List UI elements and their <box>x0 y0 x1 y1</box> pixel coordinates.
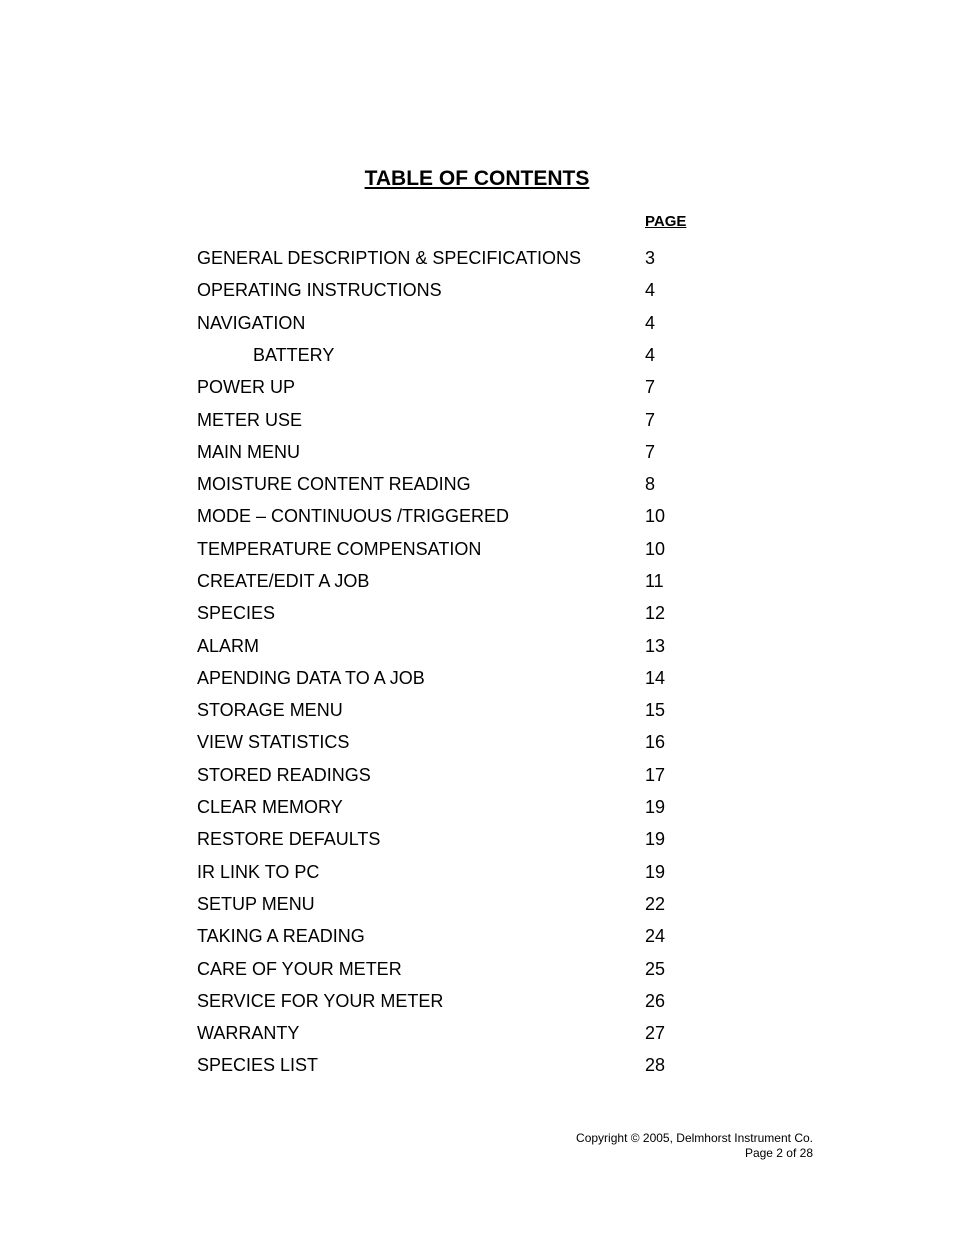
toc-entry <box>0 924 954 948</box>
toc-entry-page: 11 <box>645 571 664 591</box>
copyright-notice: Copyright © 2005, Delmhorst Instrument Co. <box>576 1131 813 1145</box>
toc-entry-title: SPECIES <box>197 603 276 623</box>
toc-entry-page: 4 <box>645 280 656 300</box>
toc-entry <box>0 763 954 787</box>
toc-entry-page: 10 <box>645 539 666 559</box>
toc-entry <box>0 892 954 916</box>
toc-entry <box>0 634 954 658</box>
toc-entry-page: 24 <box>645 926 666 946</box>
toc-entry-title: OPERATING INSTRUCTIONS <box>197 280 442 300</box>
toc-entry-page: 12 <box>645 603 666 623</box>
toc-entry-page: 15 <box>645 700 666 720</box>
toc-entry <box>0 989 954 1013</box>
page-title: TABLE OF CONTENTS <box>364 167 590 190</box>
toc-entry <box>0 537 954 561</box>
toc-entry <box>0 601 954 625</box>
toc-entry-page: 4 <box>645 313 656 333</box>
toc-entry <box>0 1021 954 1045</box>
toc-entry-title: SERVICE FOR YOUR METER <box>197 991 444 1011</box>
toc-entry-title: SETUP MENU <box>197 894 315 914</box>
toc-entry <box>0 343 954 367</box>
toc-entry-title: CARE OF YOUR METER <box>197 959 402 979</box>
toc-entry <box>0 440 954 464</box>
toc-entry-page: 7 <box>645 442 656 462</box>
toc-entry <box>0 504 954 528</box>
toc-entry-page: 4 <box>645 345 656 365</box>
toc-entry <box>0 795 954 819</box>
toc-entry-title: STORED READINGS <box>197 765 371 785</box>
toc-entry <box>0 246 954 270</box>
toc-entry-page: 22 <box>645 894 666 914</box>
toc-entry <box>0 311 954 335</box>
toc-entry-title: MAIN MENU <box>197 442 300 462</box>
toc-entry <box>0 957 954 981</box>
toc-entry-title: CLEAR MEMORY <box>197 797 343 817</box>
toc-entry-title: TAKING A READING <box>197 926 365 946</box>
toc-entry-title: ALARM <box>197 636 260 656</box>
toc-entry-page: 28 <box>645 1055 666 1075</box>
toc-entry-page: 26 <box>645 991 666 1011</box>
toc-entry-page: 27 <box>645 1023 666 1043</box>
toc-entry-title: MOISTURE CONTENT READING <box>197 474 471 494</box>
toc-entry-title: GENERAL DESCRIPTION & SPECIFICATIONS <box>197 248 582 268</box>
toc-entry-title: STORAGE MENU <box>197 700 343 720</box>
toc-entry-page: 10 <box>645 506 666 526</box>
toc-entry-title: BATTERY <box>253 345 335 365</box>
toc-entry <box>0 730 954 754</box>
page-column-header: PAGE <box>645 213 687 230</box>
toc-entry <box>0 569 954 593</box>
toc-entry <box>0 375 954 399</box>
toc-entry-title: WARRANTY <box>197 1023 300 1043</box>
toc-entry-title: IR LINK TO PC <box>197 862 320 882</box>
toc-entry-title: POWER UP <box>197 377 296 397</box>
toc-entry-page: 19 <box>645 862 666 882</box>
toc-entry-title: TEMPERATURE COMPENSATION <box>197 539 482 559</box>
toc-entry-title: METER USE <box>197 410 303 430</box>
footer <box>576 1131 813 1161</box>
toc-entry-page: 25 <box>645 959 666 979</box>
toc-entry-title: APENDING DATA TO A JOB <box>197 668 425 688</box>
toc-entry <box>0 827 954 851</box>
toc-entry <box>0 472 954 496</box>
toc-entry-page: 17 <box>645 765 666 785</box>
toc-entry <box>0 666 954 690</box>
toc-entry <box>0 408 954 432</box>
toc-entry-page: 13 <box>645 636 666 656</box>
toc-entry-page: 7 <box>645 377 656 397</box>
toc-entry-title: MODE – CONTINUOUS /TRIGGERED <box>197 506 510 526</box>
toc-entry <box>0 278 954 302</box>
toc-entry-title: CREATE/EDIT A JOB <box>197 571 370 591</box>
toc-entry-page: 16 <box>645 732 666 752</box>
toc-entry-title: VIEW STATISTICS <box>197 732 350 752</box>
toc-entry-title: SPECIES LIST <box>197 1055 319 1075</box>
toc-entry-page: 19 <box>645 797 666 817</box>
toc-entry <box>0 698 954 722</box>
toc-entry-page: 7 <box>645 410 656 430</box>
toc-entry-page: 19 <box>645 829 666 849</box>
toc-entry <box>0 860 954 884</box>
toc-entry <box>0 1053 954 1077</box>
toc-entry-page: 14 <box>645 668 666 688</box>
toc-entry-title: NAVIGATION <box>197 313 306 333</box>
toc-entry-page: 3 <box>645 248 656 268</box>
toc-entry-page: 8 <box>645 474 656 494</box>
toc-entry-title: RESTORE DEFAULTS <box>197 829 381 849</box>
page-number: Page 2 of 28 <box>744 1146 813 1160</box>
